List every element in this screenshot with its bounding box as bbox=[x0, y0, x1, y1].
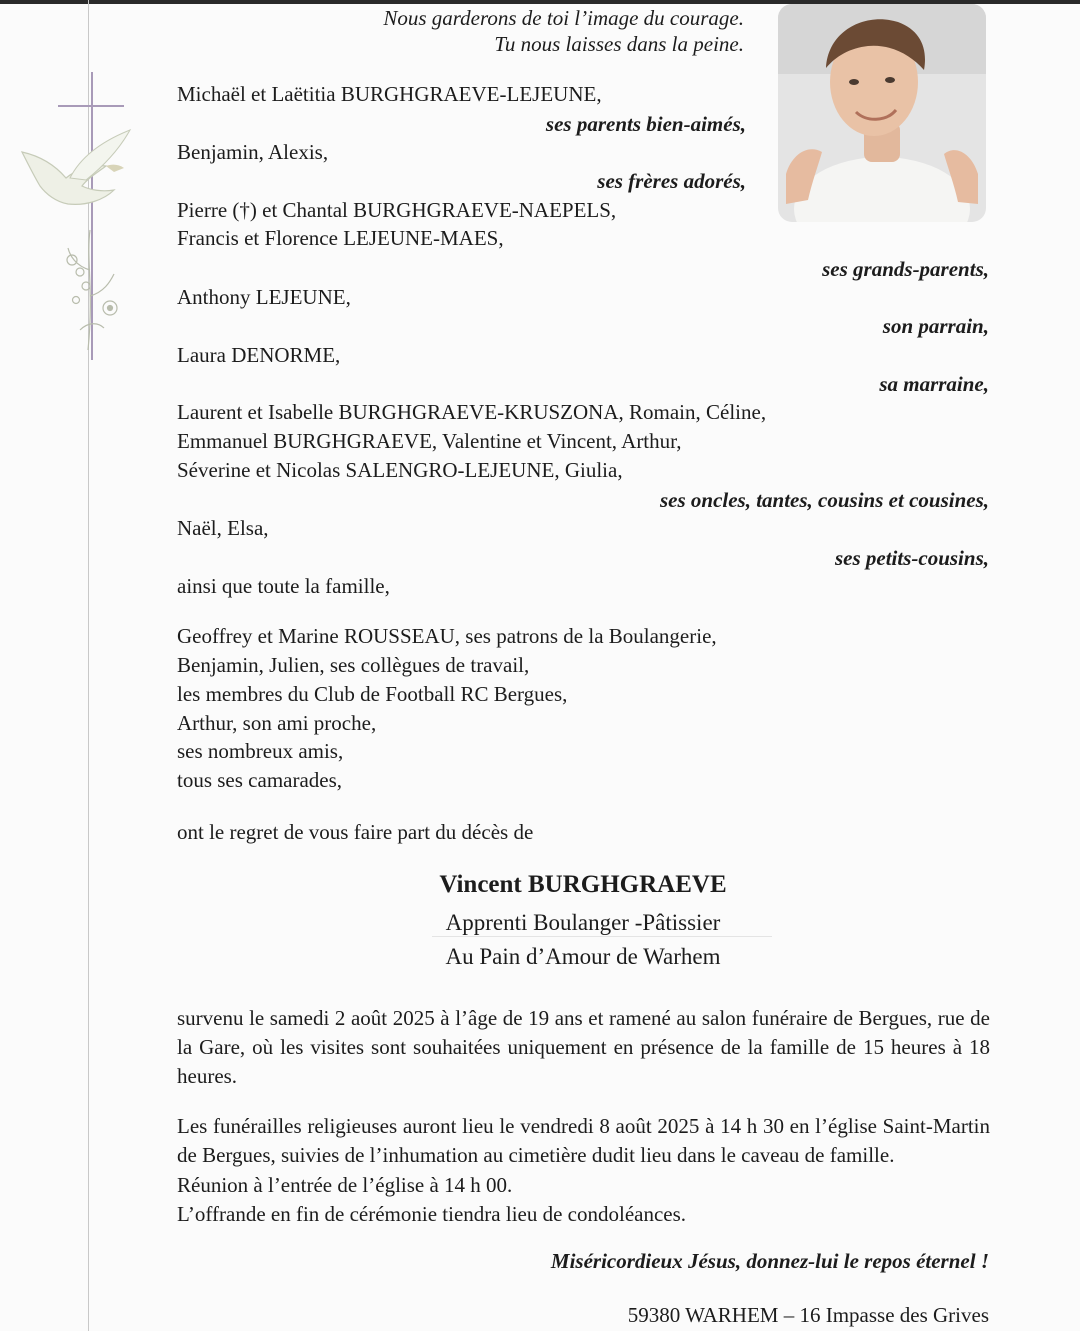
small-cousins-role: ses petits-cousins, bbox=[834, 546, 989, 570]
friends-line-5: ses nombreux amis, bbox=[177, 739, 344, 763]
godmother-name: Laura DENORME, bbox=[177, 343, 341, 367]
offering-details: L’offrande en fin de cérémonie tiendra lieu de condoléances. bbox=[177, 1202, 687, 1226]
epigraph-line-2: Tu nous laisses dans la peine. bbox=[494, 32, 744, 56]
parents-role: ses parents bien-aimés, bbox=[545, 112, 746, 136]
family-address: 59380 WARHEM – 16 Impasse des Grives bbox=[627, 1303, 989, 1327]
friends-line-3: les membres du Club de Football RC Bergues, bbox=[177, 682, 568, 706]
uncles-line-1: Laurent et Isabelle BURGHGRAEVE-KRUSZONA, Romain, Céline, bbox=[177, 400, 767, 424]
announcement-text: ont le regret de vous faire part du décès de bbox=[177, 820, 534, 844]
godmother-role: sa marraine, bbox=[879, 372, 989, 396]
friends-line-4: Arthur, son ami proche, bbox=[177, 711, 377, 735]
funeral-details: Les funérailles religieuses auront lieu le vendredi 8 août 2025 à 14 h 30 en l’église Saint-Martin de Bergues, suivies de l’inhumation au cimetière dudit lieu dans le caveau de famille. bbox=[177, 1114, 990, 1167]
uncles-line-2: Emmanuel BURGHGRAEVE, Valentine et Vincent, Arthur, bbox=[177, 429, 682, 453]
brothers-names: Benjamin, Alexis, bbox=[177, 140, 329, 164]
closing-prayer: Miséricordieux Jésus, donnez-lui le repos éternel ! bbox=[550, 1249, 989, 1273]
friends-line-6: tous ses camarades, bbox=[177, 768, 343, 792]
dove-cross-decoration bbox=[10, 60, 160, 380]
job-underline bbox=[432, 936, 772, 937]
deceased-name bbox=[300, 870, 866, 900]
deceased-first-name: Vincent bbox=[439, 871, 522, 898]
parents-names: Michaël et Laëtitia BURGHGRAEVE-LEJEUNE, bbox=[177, 82, 602, 106]
godfather-name: Anthony LEJEUNE, bbox=[177, 285, 351, 309]
portrait-photo bbox=[778, 4, 986, 222]
uncles-line-3: Séverine et Nicolas SALENGRO-LEJEUNE, Giulia, bbox=[177, 458, 623, 482]
whole-family: ainsi que toute la famille, bbox=[177, 574, 390, 598]
dove-icon bbox=[22, 130, 130, 204]
deceased-workplace: Au Pain d’Amour de Warhem bbox=[445, 944, 721, 969]
small-cousins-names: Naël, Elsa, bbox=[177, 516, 269, 540]
grandparents-line-1: Pierre (†) et Chantal BURGHGRAEVE-NAEPELS, bbox=[177, 198, 617, 222]
cross-icon bbox=[58, 72, 124, 360]
friends-line-1: Geoffrey et Marine ROUSSEAU, ses patrons de la Boulangerie, bbox=[177, 624, 717, 648]
grandparents-role: ses grands-parents, bbox=[822, 257, 989, 281]
friends-line-2: Benjamin, Julien, ses collègues de travail, bbox=[177, 653, 530, 677]
meeting-details: Réunion à l’entrée de l’église à 14 h 00. bbox=[177, 1173, 513, 1197]
death-details: survenu le samedi 2 août 2025 à l’âge de 19 ans et ramené au salon funéraire de Bergues, rue de la Gare, où les visites sont souhaitées uniquement en présence de la famille de 15 heures à 18 heures. bbox=[177, 1006, 990, 1088]
epigraph-line-1: Nous garderons de toi l’image du courage. bbox=[383, 6, 744, 30]
deceased-last-name: BURGHGRAEVE bbox=[528, 871, 727, 898]
brothers-role: ses frères adorés, bbox=[597, 169, 746, 193]
godfather-role: son parrain, bbox=[882, 314, 989, 338]
uncles-role: ses oncles, tantes, cousins et cousines, bbox=[659, 488, 989, 512]
deceased-job: Apprenti Boulanger -Pâtissier bbox=[445, 910, 721, 935]
grandparents-line-2: Francis et Florence LEJEUNE-MAES, bbox=[177, 226, 504, 250]
